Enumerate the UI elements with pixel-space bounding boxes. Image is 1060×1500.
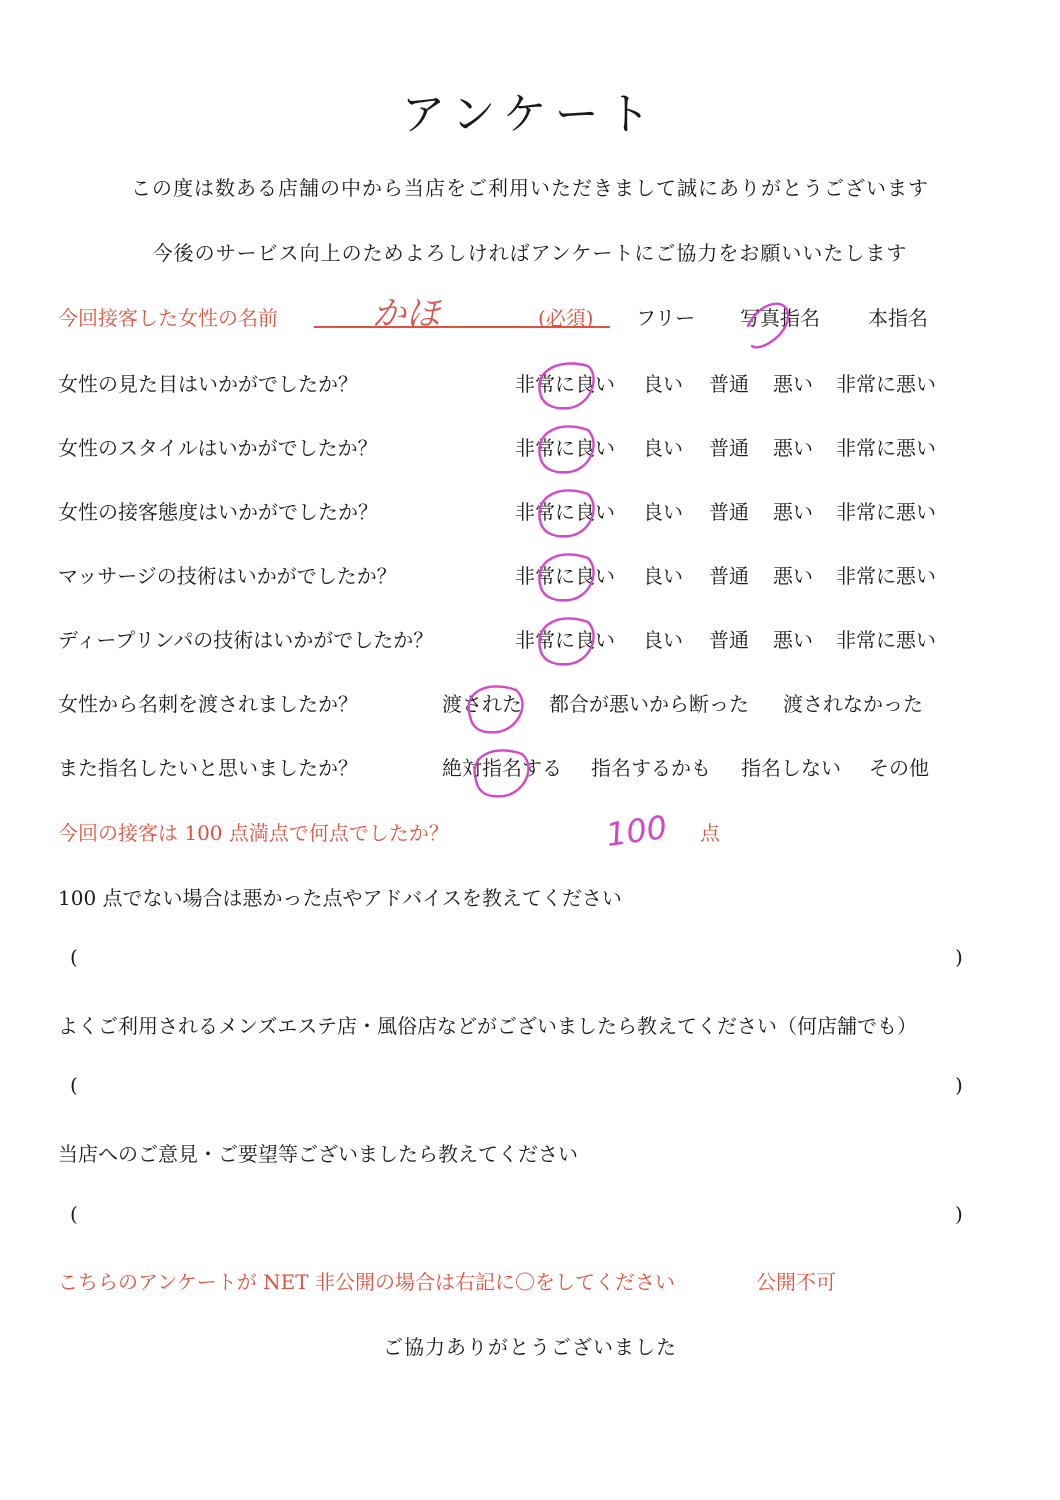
question-nominate-again: また指名したいと思いましたか？ xyxy=(58,756,358,780)
opinions-label: 当店へのご意見・ご要望等ございましたら教えてください xyxy=(58,1142,578,1166)
option-free[interactable]: フリー xyxy=(636,306,696,330)
option-photo-nomination[interactable]: 写真指名 xyxy=(740,306,820,330)
rating-option-bad[interactable]: 悪い xyxy=(773,500,813,524)
rating-option-normal[interactable]: 普通 xyxy=(709,628,749,652)
score-unit: 点 xyxy=(700,821,720,845)
other-shops-open-paren: ( xyxy=(70,1073,78,1097)
question-style: 女性のスタイルはいかがでしたか？ xyxy=(58,436,378,460)
opinions-close-paren: ) xyxy=(955,1202,963,1226)
rating-option-very-good[interactable]: 非常に良い xyxy=(515,436,615,460)
advice-close-paren: ) xyxy=(955,945,963,969)
repeat-option-maybe[interactable]: 指名するかも xyxy=(591,756,711,780)
card-option-not-given[interactable]: 渡されなかった xyxy=(783,692,923,716)
rating-option-very-good[interactable]: 非常に良い xyxy=(515,500,615,524)
intro-line-2: 今後のサービス向上のためよろしければアンケートにご協力をお願いいたします xyxy=(152,241,908,265)
question-massage: マッサージの技術はいかがでしたか？ xyxy=(58,564,397,588)
score-value[interactable]: 100 xyxy=(603,807,670,855)
card-option-declined[interactable]: 都合が悪いから断った xyxy=(549,692,749,716)
rating-option-normal[interactable]: 普通 xyxy=(709,372,749,396)
rating-option-bad[interactable]: 悪い xyxy=(773,564,813,588)
other-shops-label: よくご利用されるメンズエステ店・風俗店などがございましたら教えてください（何店舗でも） xyxy=(58,1014,917,1038)
rating-option-good[interactable]: 良い xyxy=(643,500,683,524)
other-shops-close-paren: ) xyxy=(955,1073,963,1097)
question-business-card: 女性から名刺を渡されましたか？ xyxy=(58,692,358,716)
other-shops-answer-field[interactable] xyxy=(90,1068,940,1102)
repeat-option-definitely[interactable]: 絶対指名する xyxy=(442,756,562,780)
advice-answer-field[interactable] xyxy=(90,940,940,974)
rating-option-good[interactable]: 良い xyxy=(643,564,683,588)
rating-option-good[interactable]: 良い xyxy=(643,372,683,396)
rating-option-good[interactable]: 良い xyxy=(643,628,683,652)
rating-option-bad[interactable]: 悪い xyxy=(773,628,813,652)
private-note-label: こちらのアンケートが NET 非公開の場合は右記に〇をしてください xyxy=(58,1270,675,1294)
question-attitude: 女性の接客態度はいかがでしたか？ xyxy=(58,500,378,524)
rating-option-very-good[interactable]: 非常に良い xyxy=(515,564,615,588)
rating-option-very-bad[interactable]: 非常に悪い xyxy=(836,500,936,524)
rating-option-normal[interactable]: 普通 xyxy=(709,564,749,588)
rating-option-bad[interactable]: 悪い xyxy=(773,372,813,396)
advice-open-paren: ( xyxy=(70,945,78,969)
question-score: 今回の接客は 100 点満点で何点でしたか？ xyxy=(58,821,449,845)
option-main-nomination[interactable]: 本指名 xyxy=(868,306,928,330)
rating-option-bad[interactable]: 悪い xyxy=(773,436,813,460)
rating-option-very-bad[interactable]: 非常に悪い xyxy=(836,436,936,460)
card-option-given[interactable]: 渡された xyxy=(442,692,522,716)
rating-option-good[interactable]: 良い xyxy=(643,436,683,460)
rating-option-very-good[interactable]: 非常に良い xyxy=(515,372,615,396)
rating-option-very-bad[interactable]: 非常に悪い xyxy=(836,372,936,396)
repeat-option-other[interactable]: その他 xyxy=(869,756,929,780)
opinions-open-paren: ( xyxy=(70,1202,78,1226)
required-label: (必須) xyxy=(538,306,594,330)
private-option[interactable]: 公開不可 xyxy=(756,1270,836,1294)
name-label: 今回接客した女性の名前 xyxy=(58,306,278,330)
question-deep-lymph: ディープリンパの技術はいかがでしたか？ xyxy=(58,628,434,652)
rating-option-very-good[interactable]: 非常に良い xyxy=(515,628,615,652)
name-value[interactable]: かほ xyxy=(372,294,440,334)
rating-option-very-bad[interactable]: 非常に悪い xyxy=(836,564,936,588)
question-appearance: 女性の見た目はいかがでしたか？ xyxy=(58,372,358,396)
repeat-option-no[interactable]: 指名しない xyxy=(741,756,841,780)
rating-option-normal[interactable]: 普通 xyxy=(709,500,749,524)
intro-line-1: この度は数ある店舗の中から当店をご利用いただきまして誠にありがとうございます xyxy=(131,176,929,200)
rating-option-normal[interactable]: 普通 xyxy=(709,436,749,460)
closing-message: ご協力ありがとうございました xyxy=(383,1335,677,1359)
advice-label: 100 点でない場合は悪かった点やアドバイスを教えてください xyxy=(58,886,622,910)
rating-option-very-bad[interactable]: 非常に悪い xyxy=(836,628,936,652)
opinions-answer-field[interactable] xyxy=(90,1197,940,1231)
survey-title: アンケート xyxy=(401,89,659,140)
